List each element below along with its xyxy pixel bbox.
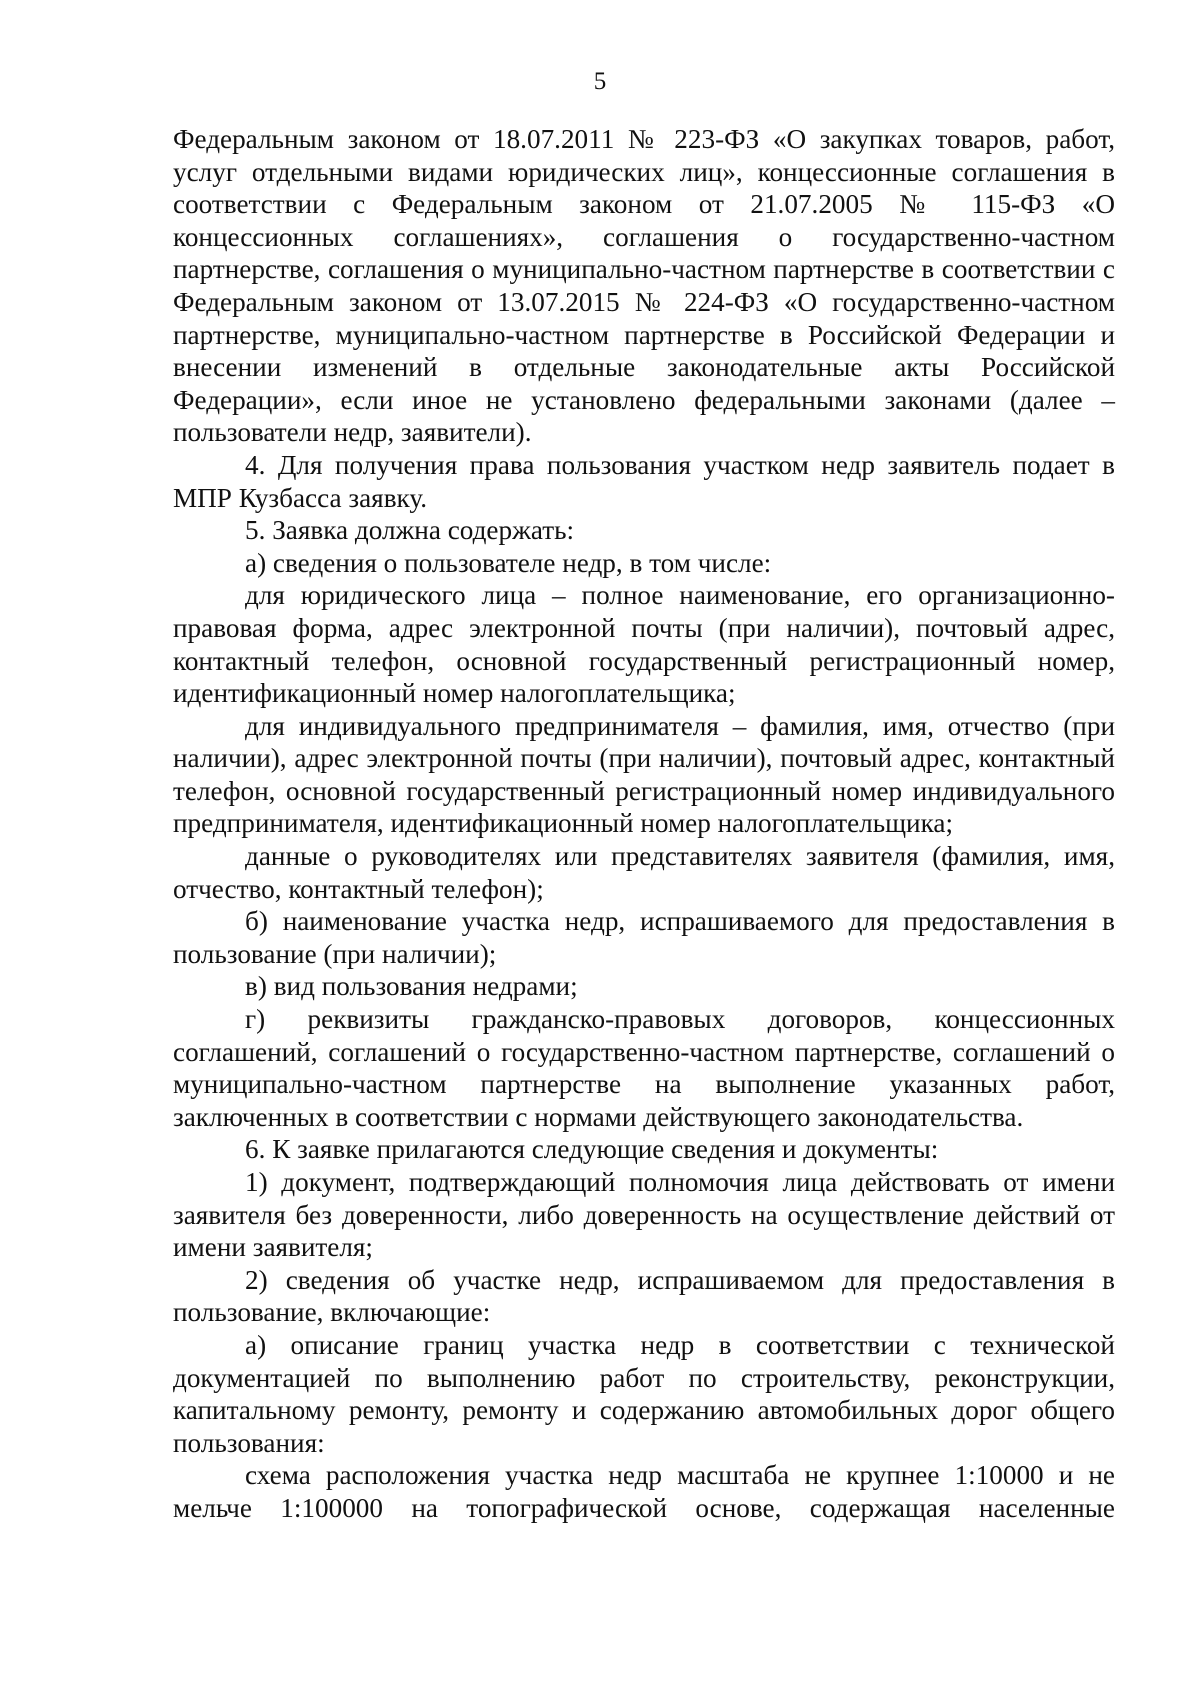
paragraph-continuation-users: Федеральным законом от 18.07.2011 № 223-ФЗ «О закупках товаров, работ, услуг отдельными видами юридических лиц», концессионные соглашения в соответствии с Федеральным законом от 21.07.2005 № 115-ФЗ «О концессионных соглашениях», соглашения о государственно-частном партнерстве, соглашения о муниципально-частном партнерстве в соответствии с Федеральным законом от 13.07.2015 № 224-ФЗ «О государственно-частном партнерстве, муниципально-частном партнерстве в Российской Федерации и внесении изменений в отдельные законодательные акты Российской Федерации», если иное не установлено федеральными законами (далее – пользователи недр, заявители). — [173, 124, 1115, 448]
paragraph-item-6: 6. К заявке прилагаются следующие сведения и документы: — [245, 1134, 939, 1165]
document-body — [173, 123, 1115, 1525]
paragraph-item-5g: г) реквизиты гражданско-правовых договоров, концессионных соглашений, соглашений о государственно-частном партнерстве, соглашений о муниципально-частном партнерстве на выполнение указанных работ, заключенных в соответствии с нормами действующего законодательства. — [173, 1004, 1115, 1132]
paragraph-individual-entrepreneur: для индивидуального предпринимателя – фамилия, имя, отчество (при наличии), адрес электронной почты (при наличии), почтовый адрес, контактный телефон, основной государственный регистрационный номер индивидуального предпринимателя, идентификационный номер налогоплательщика; — [173, 710, 1115, 839]
paragraph-item-6-1: 1) документ, подтверждающий полномочия лица действовать от имени заявителя без доверенности, либо доверенность на осуществление действий от имени заявителя; — [173, 1167, 1115, 1263]
paragraph-item-5a: а) сведения о пользователе недр, в том числе: — [245, 547, 772, 578]
paragraph-item-6-2a: а) описание границ участка недр в соответствии с технической документацией по выполнению работ по строительству, реконструкции, капитальному ремонту, ремонту и содержанию автомобильных дорог общего пользования: — [173, 1329, 1115, 1458]
paragraph-legal-entity: для юридического лица – полное наименование, его организационно-правовая форма, адрес электронной почты (при наличии), почтовый адрес, контактный телефон, основной государственный регистрационный номер, идентификационный номер налогоплательщика; — [173, 580, 1115, 709]
paragraph-item-5v: в) вид пользования недрами; — [245, 971, 578, 1002]
paragraph-item-5b: б) наименование участка недр, испрашиваемого для предоставления в пользование (при наличии); — [173, 906, 1115, 969]
paragraph-item-6-2: 2) сведения об участке недр, испрашиваемом для предоставления в пользование, включающие: — [173, 1264, 1115, 1328]
paragraph-item-5: 5. Заявка должна содержать: — [245, 515, 575, 546]
paragraph-scheme: схема расположения участка недр масштаба не крупнее 1:10000 и не мельче 1:100000 на топографической основе, содержащая населенные — [173, 1460, 1115, 1523]
paragraph-item-4: 4. Для получения права пользования участком недр заявитель подает в МПР Кузбасса заявку. — [173, 449, 1115, 513]
paragraph-representatives: данные о руководителях или представителях заявителя (фамилия, имя, отчество, контактный телефон); — [173, 841, 1115, 904]
page-number: 5 — [593, 68, 607, 95]
